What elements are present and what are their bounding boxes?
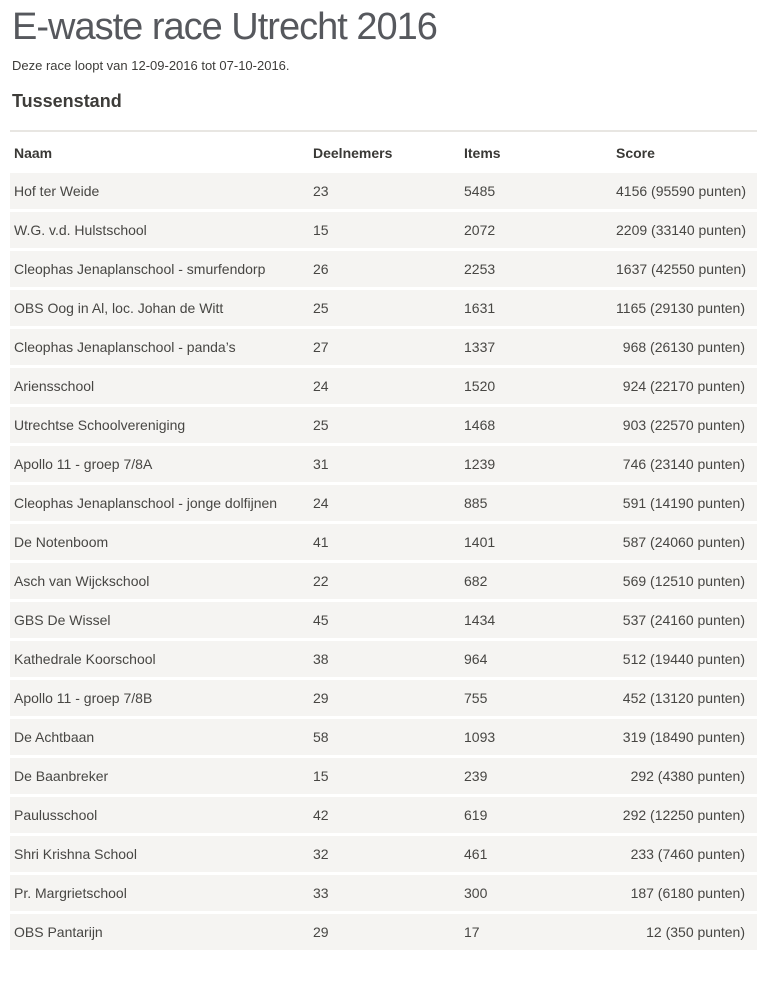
table-row bbox=[10, 485, 757, 521]
row-name-cell: Apollo 11 - groep 7/8B bbox=[10, 680, 309, 716]
table-row bbox=[10, 836, 757, 872]
page-subtitle: Deze race loopt van 12-09-2016 tot 07-10-2016. bbox=[12, 58, 290, 73]
table-row bbox=[10, 212, 757, 248]
table-row bbox=[10, 875, 757, 911]
table-row bbox=[10, 797, 757, 833]
row-deelnemers-cell: 29 bbox=[309, 680, 460, 716]
row-name-cell: Paulusschool bbox=[10, 797, 309, 833]
row-items-cell: 1631 bbox=[460, 290, 612, 326]
row-items-cell: 964 bbox=[460, 641, 612, 677]
row-deelnemers-cell: 25 bbox=[309, 407, 460, 443]
row-items-cell: 1468 bbox=[460, 407, 612, 443]
row-deelnemers-cell: 27 bbox=[309, 329, 460, 365]
row-score-cell: 452 (13120 punten) bbox=[612, 680, 757, 716]
row-deelnemers-cell: 15 bbox=[309, 212, 460, 248]
row-score-cell: 233 (7460 punten) bbox=[612, 836, 757, 872]
row-items-cell: 755 bbox=[460, 680, 612, 716]
row-score-cell: 319 (18490 punten) bbox=[612, 719, 757, 755]
table-row bbox=[10, 407, 757, 443]
row-name-cell: GBS De Wissel bbox=[10, 602, 309, 638]
row-name-cell: Asch van Wijckschool bbox=[10, 563, 309, 599]
row-name-cell: OBS Oog in Al, loc. Johan de Witt bbox=[10, 290, 309, 326]
row-deelnemers-cell: 23 bbox=[309, 173, 460, 209]
table-row bbox=[10, 251, 757, 287]
row-items-cell: 885 bbox=[460, 485, 612, 521]
row-items-cell: 239 bbox=[460, 758, 612, 794]
table-header-row bbox=[10, 135, 757, 170]
row-name-cell: De Achtbaan bbox=[10, 719, 309, 755]
row-name-cell: De Notenboom bbox=[10, 524, 309, 560]
row-name-cell: Apollo 11 - groep 7/8A bbox=[10, 446, 309, 482]
row-deelnemers-cell: 33 bbox=[309, 875, 460, 911]
section-heading: Tussenstand bbox=[12, 91, 122, 111]
column-header-score: Score bbox=[612, 135, 757, 170]
table-row bbox=[10, 641, 757, 677]
row-score-cell: 903 (22570 punten) bbox=[612, 407, 757, 443]
row-deelnemers-cell: 22 bbox=[309, 563, 460, 599]
row-deelnemers-cell: 42 bbox=[309, 797, 460, 833]
row-items-cell: 17 bbox=[460, 914, 612, 950]
row-score-cell: 746 (23140 punten) bbox=[612, 446, 757, 482]
column-header-naam: Naam bbox=[10, 135, 309, 170]
table-row bbox=[10, 680, 757, 716]
row-score-cell: 292 (12250 punten) bbox=[612, 797, 757, 833]
row-name-cell: Ariensschool bbox=[10, 368, 309, 404]
row-score-cell: 1165 (29130 punten) bbox=[612, 290, 757, 326]
row-name-cell: Cleophas Jenaplanschool - smurfendorp bbox=[10, 251, 309, 287]
row-deelnemers-cell: 26 bbox=[309, 251, 460, 287]
row-items-cell: 2072 bbox=[460, 212, 612, 248]
row-items-cell: 1434 bbox=[460, 602, 612, 638]
table-row bbox=[10, 914, 757, 950]
table-row bbox=[10, 329, 757, 365]
row-name-cell: Cleophas Jenaplanschool - panda’s bbox=[10, 329, 309, 365]
row-items-cell: 1337 bbox=[460, 329, 612, 365]
row-deelnemers-cell: 58 bbox=[309, 719, 460, 755]
row-items-cell: 682 bbox=[460, 563, 612, 599]
row-score-cell: 968 (26130 punten) bbox=[612, 329, 757, 365]
column-header-deelnemers: Deelnemers bbox=[309, 135, 460, 170]
row-score-cell: 512 (19440 punten) bbox=[612, 641, 757, 677]
row-name-cell: OBS Pantarijn bbox=[10, 914, 309, 950]
row-score-cell: 587 (24060 punten) bbox=[612, 524, 757, 560]
row-deelnemers-cell: 15 bbox=[309, 758, 460, 794]
row-score-cell: 2209 (33140 punten) bbox=[612, 212, 757, 248]
table-body bbox=[10, 173, 757, 950]
table-row bbox=[10, 368, 757, 404]
row-name-cell: Shri Krishna School bbox=[10, 836, 309, 872]
row-deelnemers-cell: 25 bbox=[309, 290, 460, 326]
row-name-cell: Pr. Margrietschool bbox=[10, 875, 309, 911]
row-score-cell: 591 (14190 punten) bbox=[612, 485, 757, 521]
row-deelnemers-cell: 38 bbox=[309, 641, 460, 677]
row-name-cell: Utrechtse Schoolvereniging bbox=[10, 407, 309, 443]
row-items-cell: 619 bbox=[460, 797, 612, 833]
row-items-cell: 1239 bbox=[460, 446, 612, 482]
row-items-cell: 1401 bbox=[460, 524, 612, 560]
row-deelnemers-cell: 41 bbox=[309, 524, 460, 560]
row-score-cell: 569 (12510 punten) bbox=[612, 563, 757, 599]
row-name-cell: Hof ter Weide bbox=[10, 173, 309, 209]
row-score-cell: 1637 (42550 punten) bbox=[612, 251, 757, 287]
row-name-cell: W.G. v.d. Hulstschool bbox=[10, 212, 309, 248]
standings-table bbox=[10, 132, 757, 953]
row-score-cell: 12 (350 punten) bbox=[612, 914, 757, 950]
table-row bbox=[10, 524, 757, 560]
table-row bbox=[10, 563, 757, 599]
row-name-cell: Cleophas Jenaplanschool - jonge dolfijnen bbox=[10, 485, 309, 521]
row-deelnemers-cell: 29 bbox=[309, 914, 460, 950]
row-score-cell: 4156 (95590 punten) bbox=[612, 173, 757, 209]
row-deelnemers-cell: 24 bbox=[309, 485, 460, 521]
row-items-cell: 2253 bbox=[460, 251, 612, 287]
row-deelnemers-cell: 45 bbox=[309, 602, 460, 638]
row-score-cell: 924 (22170 punten) bbox=[612, 368, 757, 404]
row-score-cell: 292 (4380 punten) bbox=[612, 758, 757, 794]
row-items-cell: 5485 bbox=[460, 173, 612, 209]
table-row bbox=[10, 173, 757, 209]
row-items-cell: 1520 bbox=[460, 368, 612, 404]
row-deelnemers-cell: 31 bbox=[309, 446, 460, 482]
column-header-items: Items bbox=[460, 135, 612, 170]
row-name-cell: De Baanbreker bbox=[10, 758, 309, 794]
row-name-cell: Kathedrale Koorschool bbox=[10, 641, 309, 677]
row-items-cell: 461 bbox=[460, 836, 612, 872]
table-row bbox=[10, 290, 757, 326]
row-score-cell: 537 (24160 punten) bbox=[612, 602, 757, 638]
standings-table-wrap bbox=[10, 130, 757, 953]
row-items-cell: 300 bbox=[460, 875, 612, 911]
row-deelnemers-cell: 32 bbox=[309, 836, 460, 872]
row-items-cell: 1093 bbox=[460, 719, 612, 755]
table-row bbox=[10, 719, 757, 755]
page-title: E-waste race Utrecht 2016 bbox=[12, 6, 437, 48]
table-row bbox=[10, 446, 757, 482]
table-row bbox=[10, 602, 757, 638]
row-deelnemers-cell: 24 bbox=[309, 368, 460, 404]
row-score-cell: 187 (6180 punten) bbox=[612, 875, 757, 911]
table-row bbox=[10, 758, 757, 794]
